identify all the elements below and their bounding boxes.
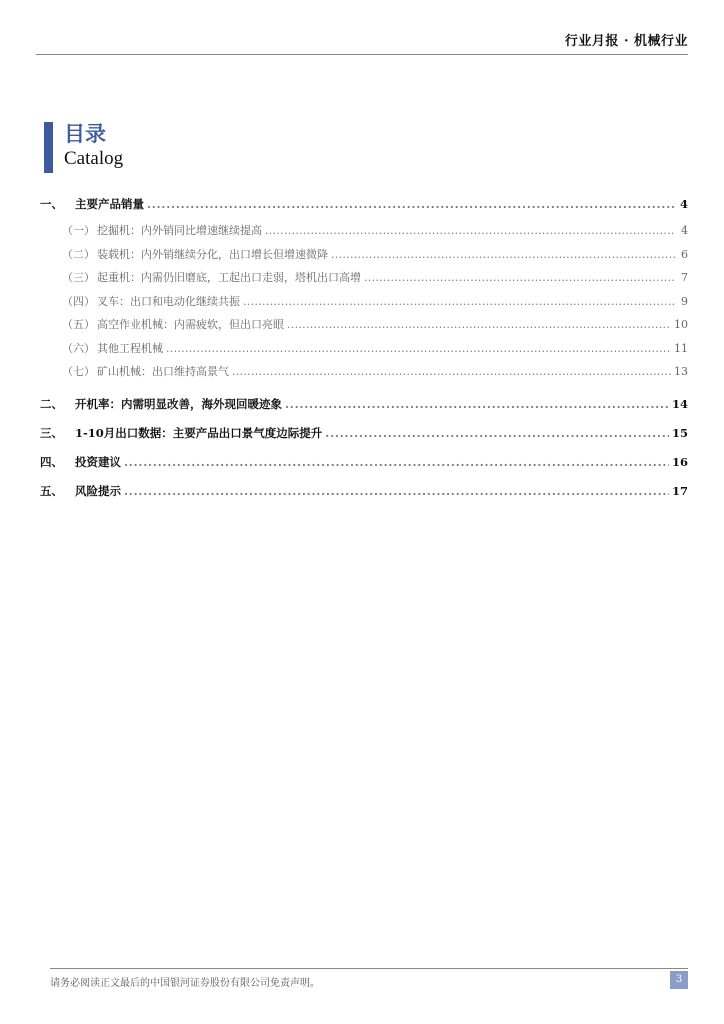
toc-dot-leader [232, 360, 671, 384]
toc-dot-leader [287, 313, 671, 337]
toc-entry-number: （一） [62, 224, 95, 237]
toc-entry-sub[interactable] [40, 243, 688, 267]
toc-dot-leader [364, 266, 675, 290]
toc-entry-page: 15 [671, 425, 688, 440]
toc-entry-page: 7 [681, 271, 688, 284]
toc-entry-number: （五） [62, 318, 95, 331]
toc-entry-number: 一、 [40, 197, 63, 211]
toc-entry-title: 风险提示 [75, 483, 121, 498]
toc-dot-leader [285, 390, 669, 419]
toc-entry-title: 挖掘机：内外销同比增速继续提高 [97, 224, 262, 237]
toc-dot-leader [265, 219, 675, 243]
toc-dot-leader [325, 419, 669, 448]
toc-entry-title: 开机率：内需明显改善，海外现回暖迹象 [75, 396, 282, 411]
toc-entry-title: 其他工程机械 [97, 341, 163, 355]
toc-dot-leader [124, 448, 669, 477]
footer-divider [50, 968, 688, 969]
toc-entry-number: 五、 [40, 483, 63, 498]
toc-entry-number: （二） [62, 247, 95, 261]
catalog-title-en: Catalog [64, 148, 124, 169]
toc-entry-main[interactable] [40, 190, 688, 219]
toc-entry-title: 叉车：出口和电动化继续共振 [97, 294, 240, 308]
toc-entry-main[interactable] [40, 477, 688, 506]
toc-entry-page: 4 [681, 224, 688, 237]
toc-entry-main[interactable] [40, 448, 688, 477]
toc-entry-page: 6 [681, 247, 688, 261]
toc-entry-title: 主要产品销量 [75, 197, 144, 211]
toc-entry-sub[interactable] [40, 266, 688, 290]
toc-entry-number: 二、 [40, 396, 63, 411]
toc-entry-page: 9 [681, 294, 688, 308]
toc-dot-leader [243, 290, 675, 314]
toc-entry-title: 投资建议 [75, 454, 121, 469]
toc-entry-title: 矿山机械：出口维持高景气 [97, 365, 229, 378]
toc-entry-number: （七） [62, 365, 95, 378]
toc-entry-number: （六） [62, 341, 95, 355]
toc-entry-number: （三） [62, 271, 95, 284]
toc-entry-number: （四） [62, 294, 95, 308]
toc-entry-page: 11 [674, 341, 688, 355]
toc-entry-main[interactable] [40, 419, 688, 448]
toc-entry-sub[interactable] [40, 337, 688, 361]
header-divider [36, 54, 688, 55]
header-title: 行业月报 · 机械行业 [564, 34, 688, 49]
toc-entry-title: 1-10月出口数据：主要产品出口景气度边际提升 [75, 425, 323, 440]
toc-entry-title: 起重机：内需仍旧磨底，工起出口走弱，塔机出口高增 [97, 271, 361, 284]
toc-entry-number: 四、 [40, 454, 63, 469]
catalog-title-cn: 目录 [64, 121, 106, 146]
toc-entry-sub[interactable] [40, 313, 688, 337]
toc-entry-page: 17 [671, 483, 688, 498]
toc-dot-leader [331, 243, 675, 267]
catalog-accent-bar [44, 122, 53, 173]
toc-entry-sub[interactable] [40, 360, 688, 384]
toc-entry-main[interactable] [40, 390, 688, 419]
toc-entry-page: 10 [674, 318, 688, 331]
toc-entry-sub[interactable] [40, 290, 688, 314]
toc-dot-leader [124, 477, 669, 506]
toc-entry-page: 4 [679, 197, 688, 211]
footer-disclaimer: 请务必阅读正文最后的中国银河证券股份有限公司免责声明。 [50, 978, 320, 989]
toc-dot-leader [166, 337, 671, 361]
toc-entry-number: 三、 [40, 425, 63, 440]
toc-entry-page: 14 [671, 396, 688, 411]
toc-entry-page: 13 [674, 365, 688, 378]
toc-entry-title: 装载机：内外销继续分化，出口增长但增速微降 [97, 247, 328, 261]
toc-entry-page: 16 [671, 454, 688, 469]
toc-dot-leader [147, 190, 675, 219]
toc-entry-sub[interactable] [40, 219, 688, 243]
toc-entry-title: 高空作业机械：内需疲软，但出口亮眼 [97, 318, 284, 331]
table-of-contents [40, 190, 688, 506]
footer-page-number: 3 [670, 971, 688, 989]
